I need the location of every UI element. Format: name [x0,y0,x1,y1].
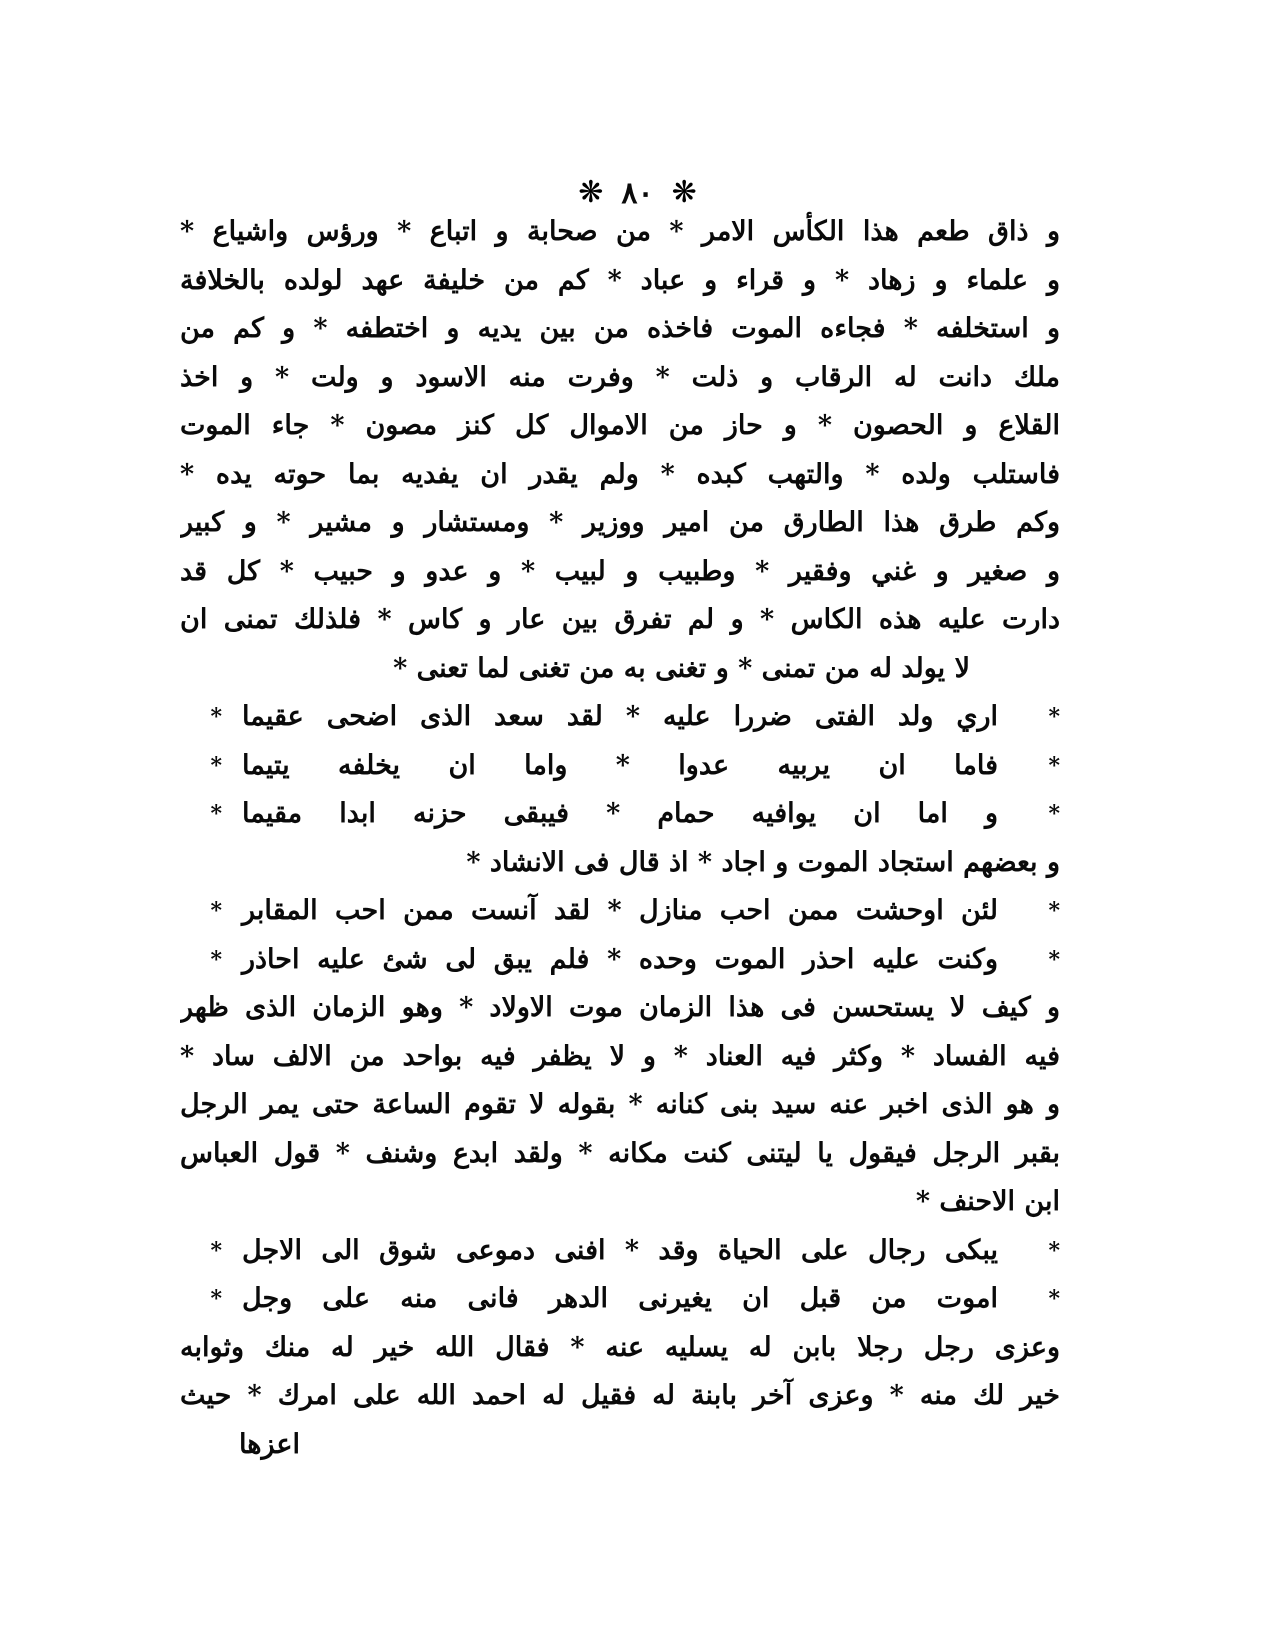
verse-marker: * [1048,752,1060,779]
verse-text: لئن اوحشت ممن احب منازل * لقد آنست ممن احب المقابر [242,895,998,926]
text-line: و كيف لا يستحسن فى هذا الزمان موت الاولاد * وهو الزمان الذى ظهر [180,992,1060,1023]
verse-marker: * [1048,1286,1060,1312]
verse-text: فاما ان يربيه عدوا * واما ان يخلفه يتيما [242,749,998,781]
text-line: فيه الفساد * وكثر فيه العناد * و لا يظفر فيه بواحد من الالف ساد * [180,1040,1060,1072]
verse-marker: * [210,946,222,973]
body-text [180,208,1060,1469]
text-line: بقبر الرجل فيقول يا ليتنى كنت مكانه * ولقد ابدع وشنف * قول العباس [180,1137,1060,1169]
text-line: و ذاق طعم هذا الكأس الامر * من صحابة و اتباع * ورؤس واشياع * [180,216,1060,247]
verse-marker: * [210,898,222,924]
verse-text: يبكى رجال على الحياة وقد * افنى دموعى شوق الى الاجل [242,1234,998,1266]
text-line: فاستلب ولده * والتهب كبده * ولم يقدر ان يفديه بما حوته يده * [180,458,1060,490]
verse-marker: * [210,801,222,827]
verse-text: اموت من قبل ان يغيرنى الدهر فانى منه على وجل [242,1283,998,1314]
verse-line [180,887,1060,936]
text-line: و صغير و غني وفقير * وطبيب و لبيب * و عدو و حبيب * كل قد [180,555,1060,587]
verse-line [180,742,1060,791]
text-line: ابن الاحنف * [915,1186,1060,1217]
text-line: لا يولد له من تمنى * و تغنى به من تغنى لما تعنى * [393,652,970,684]
verse-marker: * [210,1286,222,1312]
text-line: اعزها [239,1428,300,1460]
verse-marker: * [1048,898,1060,924]
page-number: ٨٠ [621,175,654,211]
text-line: دارت عليه هذه الكاس * و لم تفرق بين عار و كاس * فلذلك تمنى ان [180,604,1060,635]
verse-marker: * [210,1237,222,1264]
text-line: و هو الذى اخبر عنه سيد بنى كنانه * بقوله لا تقوم الساعة حتى يمر الرجل [180,1089,1060,1120]
text-line: و بعضهم استجاد الموت و اجاد * اذ قال فى الانشاد * [466,846,1060,878]
verse-line [180,790,1060,839]
verse-marker: * [210,752,222,779]
verse-marker: * [1048,1237,1060,1264]
text-line: وعزى رجل رجلا بابن له يسليه عنه * فقال الله خير له منك وثوابه [180,1331,1060,1363]
text-line: خير لك منه * وعزى آخر بابنة له فقيل له احمد الله على امرك * حيث [180,1380,1060,1411]
verse-text: وكنت عليه احذر الموت وحده * فلم يبق لى شئ عليه احاذر [242,943,998,975]
text-line: ملك دانت له الرقاب و ذلت * وفرت منه الاسود و ولت * و اخذ [180,361,1060,393]
verse-line [180,693,1060,742]
verse-marker: * [1048,704,1060,730]
verse-text: و اما ان يوافيه حمام * فيبقى حزنه ابدا مقيما [242,798,998,829]
verse-line [180,1275,1060,1324]
verse-line [180,1227,1060,1276]
text-line: و استخلفه * فجاءه الموت فاخذه من بين يديه و اختطفه * و كم من [180,313,1060,344]
text-line: القلاع و الحصون * و حاز من الاموال كل كنز مصون * جاء الموت [180,410,1060,441]
text-line: و علماء و زهاد * و قراء و عباد * كم من خليفة عهد لولده بالخلافة [180,264,1060,296]
text-line: وكم طرق هذا الطارق من امير ووزير * ومستشار و مشير * و كبير [180,507,1060,538]
verse-marker: * [1048,801,1060,827]
verse-line [180,936,1060,985]
ornament-icon: ❋ [671,175,697,210]
ornament-icon: ❋ [578,175,604,210]
verse-marker: * [210,704,222,730]
verse-text: اري ولد الفتى ضررا عليه * لقد سعد الذى اضحى عقيما [242,701,998,732]
verse-marker: * [1048,946,1060,973]
